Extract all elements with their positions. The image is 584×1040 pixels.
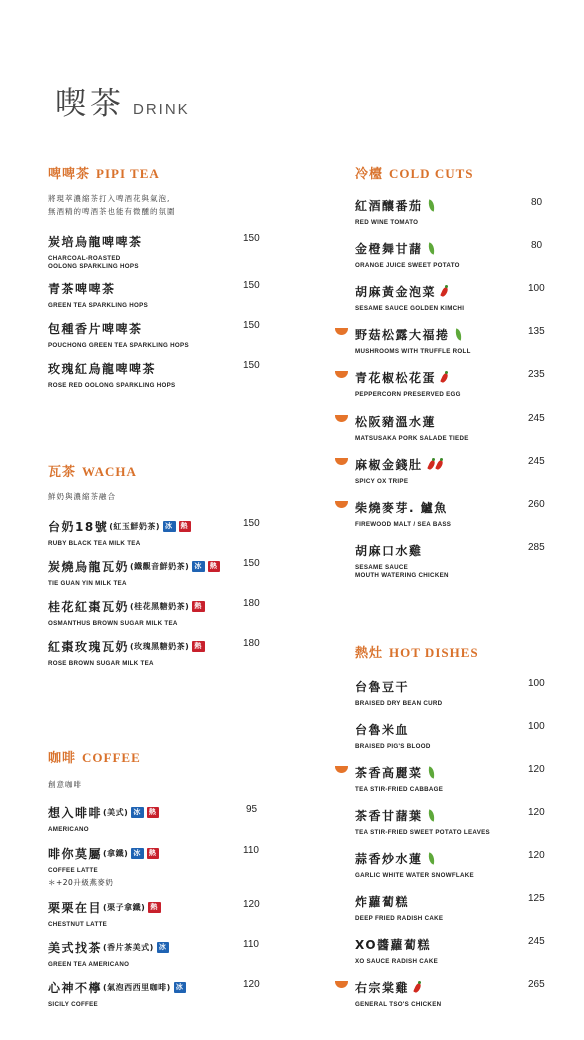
hot-badge: 熱 [194,642,203,650]
item-name [355,764,550,781]
recommended-bowl-icon [335,458,348,465]
section-title [48,461,268,480]
item-price: 80 [531,240,543,251]
menu-item [355,283,550,313]
item-price: 150 [243,233,260,244]
item-price: 235 [528,369,545,380]
item-price: 120 [243,979,260,990]
item-note: (氣泡西西里咖啡) [103,983,171,992]
section-description: 鮮奶與濃縮茶融合 [48,492,116,501]
item-price: 245 [528,456,545,467]
item-name-text: 台奶18號 [48,520,109,534]
recommended-bowl-icon [335,981,348,988]
menu-item [355,893,550,923]
menu-item [355,326,550,356]
item-name: 玫瑰紅烏龍啤啤茶 [48,362,157,376]
description-line: 將現萃濃縮茶打入啤酒花與氣泡, [48,194,171,203]
item-name [355,326,550,343]
item-name [355,456,550,473]
menu-item [355,369,550,399]
item-name-text: 胡麻口水雞 [355,544,423,558]
vegetarian-leaf-icon [426,766,435,778]
item-en: TEA STIR-FRIED SWEET POTATO LEAVES [355,829,490,836]
section-title-zh: 熱灶 [355,646,384,661]
item-note: (拿鐵) [103,849,129,858]
item-en: SICILY COFFEE [48,1001,98,1008]
hot-badge: 熱 [180,522,190,530]
section-title-en: PIPI TEA [96,166,160,181]
item-name [48,979,268,996]
item-price: 245 [528,413,545,424]
item-en: GENERAL TSO'S CHICKEN [355,1001,442,1008]
section-cold-cuts [355,163,550,182]
menu-item [355,721,550,751]
item-note: (桂花黑糖奶茶) [130,602,190,611]
menu-item [48,939,268,969]
section-title [48,163,268,182]
item-name-text: XO醬蘿蔔糕 [355,938,432,952]
item-name [48,518,268,535]
item-price: 150 [243,280,260,291]
page-title-zh: 喫茶 [55,86,125,122]
item-name [355,807,550,824]
item-en: ORANGE JUICE SWEET POTATO [355,262,460,269]
section-coffee [48,747,268,791]
item-name [355,979,550,996]
item-name [48,899,268,916]
menu-item [48,979,268,1009]
item-en [355,564,550,580]
ice-badge: 冰 [165,522,174,530]
item-name [355,197,550,214]
item-name [355,850,550,867]
item-en-line: SESAME SAUCE [355,564,409,571]
item-en: TIE GUAN YIN MILK TEA [48,580,127,587]
ice-badge: 冰 [158,943,168,951]
section-title-en: HOT DISHES [389,645,479,660]
menu-item [48,845,268,888]
menu-item [48,280,268,310]
item-en: PEPPERCORN PRESERVED EGG [355,391,461,398]
item-en: MATSUSAKA PORK SALADE TIEDE [355,435,469,442]
item-price: 120 [243,899,260,910]
right-column [355,0,550,1040]
vegetarian-leaf-icon [426,242,435,254]
item-en: COFFEE LATTE [48,867,98,874]
item-name-text: 松阪豬溫水蓮 [355,415,437,429]
item-en: BRAISED DRY BEAN CURD [355,700,443,707]
item-name [48,598,268,615]
item-name-text: 紅酒釀番茄 [355,199,423,213]
item-name-text: 茶香高麗菜 [355,766,423,780]
menu-item [355,936,550,966]
section-description: 創意咖啡 [48,780,82,789]
section-title-zh: 咖啡 [48,751,77,766]
item-name-text: 台魯米血 [355,723,410,737]
spicy-chili-icon [414,982,421,993]
item-name: 炭培烏龍啤啤茶 [48,235,143,249]
item-en: TEA STIR-FRIED CABBAGE [355,786,444,793]
item-name-text: 想入啡啡 [48,806,103,820]
menu-item [48,899,268,929]
item-price: 80 [531,197,543,208]
item-price: 265 [528,979,545,990]
item-en-line: CHARCOAL-ROASTED [48,255,121,262]
item-name [355,721,550,738]
item-price: 110 [243,845,259,856]
item-price: 150 [243,360,260,371]
item-en: MUSHROOMS WITH TRUFFLE ROLL [355,348,471,355]
item-name [48,939,268,956]
item-price: 120 [528,807,545,818]
section-title [355,642,550,661]
item-en: AMERICANO [48,826,89,833]
item-en: ROSE RED OOLONG SPARKLING HOPS [48,382,176,389]
item-price: 135 [528,326,545,337]
menu-item [355,456,550,486]
item-en: GREEN TEA AMERICANO [48,961,130,968]
item-en [48,255,268,271]
item-en: CHESTNUT LATTE [48,921,108,928]
item-price: 110 [243,939,259,950]
description-line: 無酒精的啤酒茶也能有微醺的氛圍 [48,207,176,216]
section-title-en: COLD CUTS [389,166,474,181]
item-name-text: 金橙舞甘藷 [355,242,423,256]
item-en-line: OOLONG SPARKLING HOPS [48,263,139,270]
item-en: FIREWOOD MALT / SEA BASS [355,521,452,528]
item-price: 245 [528,936,545,947]
menu-item [48,558,268,588]
section-wacha [48,461,268,503]
item-name-text: 青花椒松花蛋 [355,371,437,385]
item-en: SESAME SAUCE GOLDEN KIMCHI [355,305,465,312]
item-en: BRAISED PIG'S BLOOD [355,743,431,750]
section-title-zh: 瓦茶 [48,465,77,480]
section-pipi-tea [48,163,268,218]
item-name-text: 心神不檸 [48,981,103,995]
menu-item [48,518,268,548]
item-name [355,283,550,300]
item-name [48,804,268,821]
menu-item [355,678,550,708]
item-name: 包種香片啤啤茶 [48,322,143,336]
recommended-bowl-icon [335,766,348,773]
vegetarian-leaf-icon [426,852,435,864]
item-name [48,638,268,655]
spicy-chili-icon [436,459,443,470]
item-en: ROSE BROWN SUGAR MILK TEA [48,660,154,667]
item-note-line: ＊+20升級燕麥奶 [48,878,114,887]
section-hot-dishes [355,642,550,661]
left-column [48,0,268,1040]
menu-item [48,804,268,834]
section-title-zh: 冷檯 [355,167,384,182]
recommended-bowl-icon [335,328,348,335]
ice-badge: 冰 [133,849,142,857]
menu-item [355,413,550,443]
item-price: 100 [528,721,545,732]
item-price: 260 [528,499,545,510]
item-name-text: 桂花紅棗瓦奶 [48,600,130,614]
item-name-text: 胡麻黃金泡菜 [355,285,437,299]
menu-item [48,320,268,350]
item-note: (鐵觀音鮮奶茶) [130,562,190,571]
item-price: 180 [243,598,260,609]
item-name: 青茶啤啤茶 [48,282,116,296]
vegetarian-leaf-icon [426,199,435,211]
item-price: 150 [243,558,260,569]
item-name [355,542,550,559]
section-description [48,192,268,218]
section-title [355,163,550,182]
menu-item [355,499,550,529]
item-en: OSMANTHUS BROWN SUGAR MILK TEA [48,620,178,627]
ice-badge: 冰 [175,983,185,991]
item-name [355,893,550,910]
spicy-chili-icon [441,286,448,297]
item-name-text: 蒜香炒水蓮 [355,852,423,866]
menu-item [355,240,550,270]
item-note: (香片茶美式) [103,943,154,952]
section-title-en: COFFEE [82,750,141,765]
item-name [355,369,550,386]
spicy-chili-icon [441,372,448,383]
recommended-bowl-icon [335,501,348,508]
item-name [355,678,550,695]
item-price: 100 [528,283,545,294]
item-en: RED WINE TOMATO [355,219,419,226]
spicy-chili-icon [428,459,435,470]
item-name-text: 柴燒麥芽. 鱸魚 [355,501,448,515]
ice-badge: 冰 [133,808,142,816]
section-title [48,747,268,766]
hot-badge: 熱 [209,562,219,570]
item-price: 180 [243,638,260,649]
item-name-text: 炸蘿蔔糕 [355,895,410,909]
item-en: XO SAUCE RADISH CAKE [355,958,439,965]
recommended-bowl-icon [335,371,348,378]
item-name-text: 右宗棠雞 [355,981,410,995]
item-en: RUBY BLACK TEA MILK TEA [48,540,141,547]
section-title-en: WACHA [82,464,137,479]
item-name [355,413,550,430]
item-en: GREEN TEA SPARKLING HOPS [48,302,149,309]
item-name-text: 麻椒金錢肚 [355,458,423,472]
item-name [355,499,550,516]
item-name [355,936,550,953]
menu-item [48,598,268,628]
item-name-text: 茶香甘藷葉 [355,809,423,823]
item-name-text: 台魯豆干 [355,680,410,694]
item-note: (紅玉鮮奶茶) [109,522,161,531]
hot-badge: 熱 [194,602,203,610]
hot-badge: 熱 [148,808,158,816]
item-name-text: 紅棗玫瑰瓦奶 [48,640,130,654]
menu-item [355,197,550,227]
menu-item [355,542,550,580]
item-price: 95 [246,804,258,815]
menu-item [48,360,268,390]
menu-item [48,638,268,668]
item-price: 150 [243,518,260,529]
menu-item [355,979,550,1009]
menu-item [355,764,550,794]
item-name-text: 野菇松露大福捲 [355,328,450,342]
item-note: (玫瑰黑糖奶茶) [130,642,190,651]
hot-badge: 熱 [148,849,158,857]
section-title-zh: 啤啤茶 [48,167,91,182]
item-name-text: 炭燒烏龍瓦奶 [48,560,130,574]
item-en: POUCHONG GREEN TEA SPARKLING HOPS [48,342,189,349]
item-name [48,558,268,575]
item-name [355,240,550,257]
item-name-text: 美式找茶 [48,941,103,955]
item-name-text: 啡你莫屬 [48,847,103,861]
item-price: 100 [528,678,545,689]
vegetarian-leaf-icon [426,809,435,821]
item-en-line: MOUTH WATERING CHICKEN [355,572,449,579]
menu-item [48,233,268,271]
item-price: 125 [528,893,545,904]
menu-item [355,850,550,880]
item-price: 150 [243,320,260,331]
vegetarian-leaf-icon [453,328,462,340]
item-note: (美式) [103,808,129,817]
item-note: (栗子拿鐵) [103,903,146,912]
recommended-bowl-icon [335,415,348,422]
item-name-text: 栗栗在目 [48,901,103,915]
item-price: 120 [528,850,545,861]
item-name [48,845,268,862]
item-price: 120 [528,764,545,775]
ice-badge: 冰 [194,562,203,570]
item-en: DEEP FRIED RADISH CAKE [355,915,444,922]
menu-item [355,807,550,837]
item-price: 285 [528,542,545,553]
item-en: SPICY OX TRIPE [355,478,409,485]
hot-badge: 熱 [150,903,159,911]
item-en: GARLIC WHITE WATER SNOWFLAKE [355,872,474,879]
page-title-en: DRINK [133,101,190,118]
